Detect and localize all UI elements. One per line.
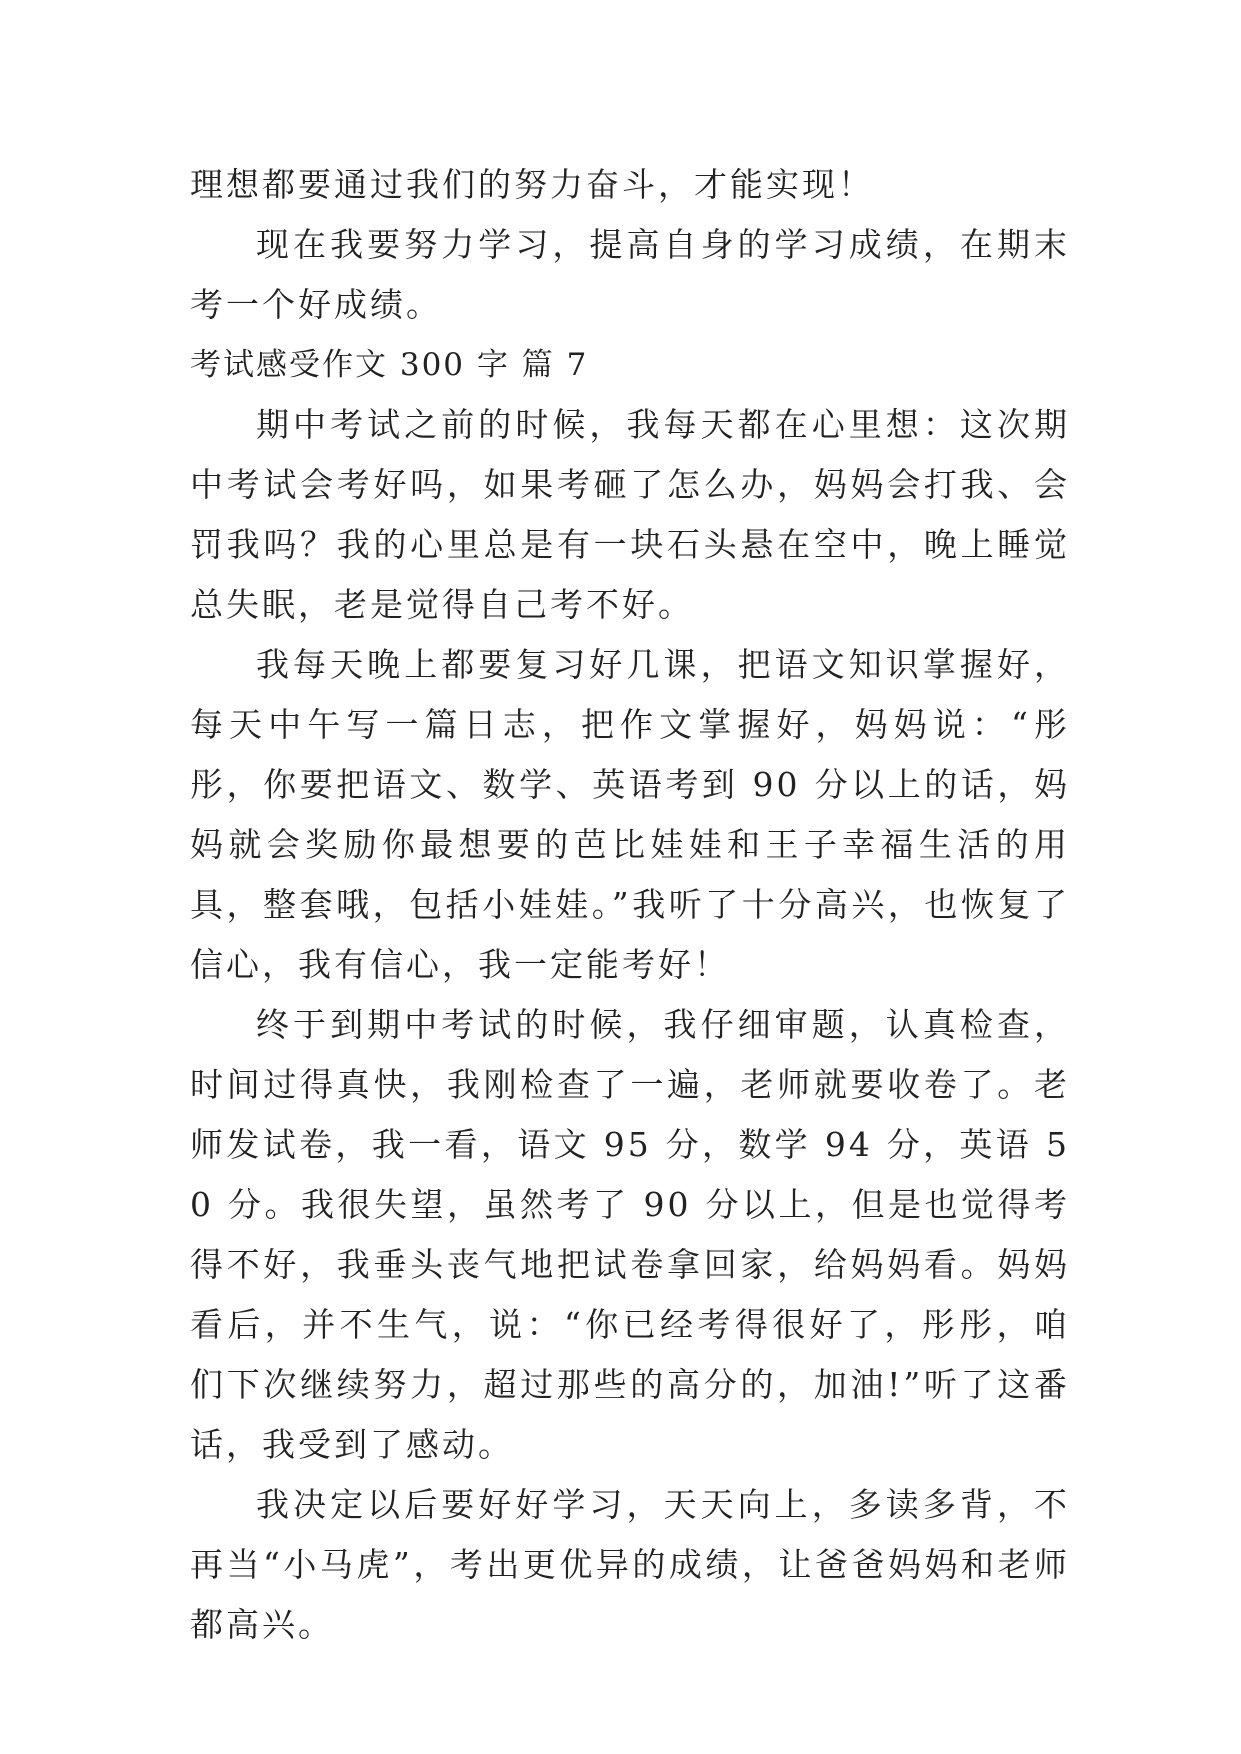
paragraph-resolution: 我决定以后要好好学习，天天向上，多读多背，不再当“小马虎”，考出更优异的成绩，让爸爸妈妈和老师都高兴。 xyxy=(190,1485,1070,1644)
paragraph-study-goal: 现在我要努力学习，提高自身的学习成绩，在期末考一个好成绩。 xyxy=(190,225,1070,324)
paragraph-before-exam: 期中考试之前的时候，我每天都在心里想：这次期中考试会考好吗，如果考砸了怎么办，妈妈会打我、会罚我吗？我的心里总是有一块石头悬在空中，晚上睡觉 总失眠，老是觉得自己考不好。 xyxy=(190,405,1070,624)
essay-heading: 考试感受作文 300 字 篇 7 xyxy=(190,347,589,383)
document-content xyxy=(190,155,1070,1655)
paragraph-exam-result: 终于到期中考试的时候，我仔细审题，认真检查，时间过得真快，我刚检查了一遍，老师就要收卷了。老师发试卷，我一看，语文 95 分，数学 94 分，英语 50 分。我很失望，虽然考了 90 分以上，但是也觉得考得不好，我垂头丧气地把试卷拿回家，给妈妈看。妈妈看后，并不生气，说：“你已经考得很好了，彤彤，咱们下次继续努力，超过那些的高分的，加油!”听了这番话，我受到了感动。 xyxy=(190,1005,1070,1464)
paragraph-review: 我每天晚上都要复习好几课，把语文知识掌握好，每天中午写一篇日志，把作文掌握好，妈妈说：“彤彤，你要把语文、数学、英语考到 90 分以上的话，妈妈就会奖励你最想要的芭比娃娃和王子幸福生活的用具，整套哦，包括小娃娃。”我听了十分高兴，也恢复了信心，我有信心，我一定能考好！ xyxy=(190,645,1070,984)
paragraph-continuation: 理想都要通过我们的努力奋斗，才能实现！ xyxy=(190,165,874,204)
